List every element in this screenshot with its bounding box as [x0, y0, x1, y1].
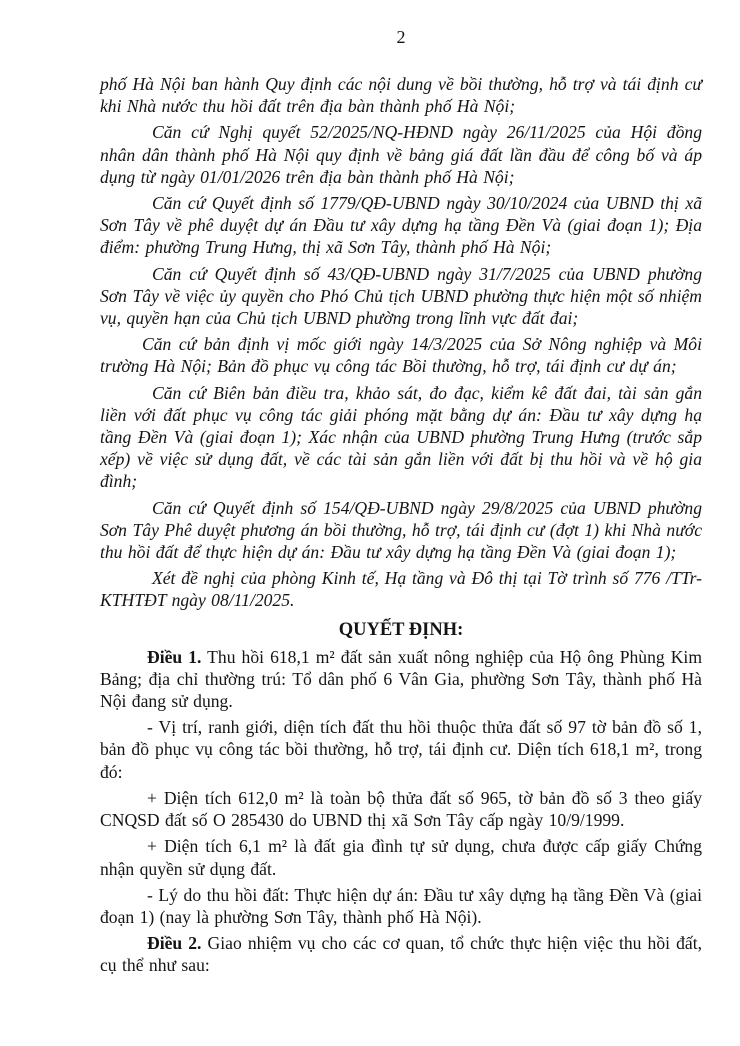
- can-cu-quyet-dinh-43-paragraph: Căn cứ Quyết định số 43/QĐ-UBND ngày 31/7/2025 của UBND phường Sơn Tây về việc ủy quyền cho Phó Chủ tịch UBND phường thực hiện một số nhiệm vụ, quyền hạn của Chủ tịch UBND phường trong lĩnh vực đất đai;: [100, 263, 702, 329]
- can-cu-ban-dinh-vi-paragraph: Căn cứ bản định vị mốc giới ngày 14/3/2025 của Sở Nông nghiệp và Môi trường Hà Nội; Bản đồ phục vụ công tác Bồi thường, hỗ trợ, tái định cư dự án;: [100, 334, 702, 377]
- can-cu-quyet-dinh-1779-paragraph: Căn cứ Quyết định số 1779/QĐ-UBND ngày 30/10/2024 của UBND thị xã Sơn Tây về phê duyệt dự án Đầu tư xây dựng hạ tầng Đền Và (giai đoạn 1); Địa điểm: phường Trung Hưng, thị xã Sơn Tây, thành phố Hà Nội;: [100, 193, 702, 258]
- article-1-text: Thu hồi 618,1 m² đất sản xuất nông nghiệp của Hộ ông Phùng Kim Bảng; địa chỉ thường trú: Tổ dân phố 6 Vân Gia, phường Sơn Tây, thành phố Hà Nội đang sử dụng.: [100, 646, 702, 712]
- area-6-1-paragraph: + Diện tích 6,1 m² là đất gia đình tự sử dụng, chưa được cấp giấy Chứng nhận quyền sử dụng đất.: [100, 836, 702, 879]
- article-1-label: Điều 1.: [147, 646, 202, 667]
- can-cu-bien-ban-paragraph: Căn cứ Biên bản điều tra, khảo sát, đo đạc, kiểm kê đất đai, tài sản gắn liền với đất phục vụ công tác giải phóng mặt bằng dự án: Đầu tư xây dựng hạ tầng Đền Và (giai đoạn 1); Xác nhận của UBND phường Trung Hưng (trước sắp xếp) về việc sử dụng đất, về các tài sản gắn liền với đất bị thu hồi và về hộ gia đình;: [100, 382, 702, 492]
- reason-paragraph: - Lý do thu hồi đất: Thực hiện dự án: Đầu tư xây dựng hạ tầng Đền Và (giai đoạn 1) (nay là phường Sơn Tây, thành phố Hà Nội).: [100, 884, 702, 927]
- xet-de-nghi-paragraph: Xét đề nghị của phòng Kinh tế, Hạ tầng và Đô thị tại Tờ trình số 776 /TTr-KTHTĐT ngày 08/11/2025.: [100, 568, 702, 611]
- document-content: [100, 26, 702, 977]
- articles-section: [100, 646, 702, 977]
- page-number: 2: [396, 27, 406, 47]
- area-612-paragraph: + Diện tích 612,0 m² là toàn bộ thửa đất số 965, tờ bản đồ số 3 theo giấy CNQSD đất số O 285430 do UBND thị xã Sơn Tây cấp ngày 10/9/1999.: [100, 787, 702, 831]
- can-cu-nghi-quyet-paragraph: Căn cứ Nghị quyết 52/2025/NQ-HĐND ngày 26/11/2025 của Hội đồng nhân dân thành phố Hà Nội quy định về bảng giá đất lần đầu để công bố và áp dụng từ ngày 01/01/2026 trên địa bàn thành phố Hà Nội;: [100, 122, 702, 187]
- can-cu-quyet-dinh-154-paragraph: Căn cứ Quyết định số 154/QĐ-UBND ngày 29/8/2025 của UBND phường Sơn Tây Phê duyệt phương án bồi thường, hỗ trợ, tái định cư (đợt 1) khi Nhà nước thu hồi đất để thực hiện dự án: Đầu tư xây dựng hạ tầng Đền Và (giai đoạn 1);: [100, 497, 702, 563]
- preamble-section: [100, 73, 702, 612]
- article-1-paragraph: [100, 646, 702, 713]
- article-2-text: Giao nhiệm vụ cho các cơ quan, tổ chức thực hiện việc thu hồi đất, cụ thể như sau:: [100, 933, 702, 976]
- article-2-label: Điều 2.: [147, 933, 202, 954]
- preamble-continuation-paragraph: phố Hà Nội ban hành Quy định các nội dung về bồi thường, hỗ trợ và tái định cư khi Nhà nước thu hồi đất trên địa bàn thành phố Hà Nội;: [100, 74, 702, 117]
- location-boundary-paragraph: - Vị trí, ranh giới, diện tích đất thu hồi thuộc thửa đất số 97 tờ bản đồ số 1, bản đồ phục vụ công tác bồi thường, hỗ trợ, tái định cư. Diện tích 618,1 m², trong đó:: [100, 717, 702, 782]
- decision-heading: QUYẾT ĐỊNH:: [338, 619, 464, 640]
- article-2-paragraph: [100, 932, 702, 976]
